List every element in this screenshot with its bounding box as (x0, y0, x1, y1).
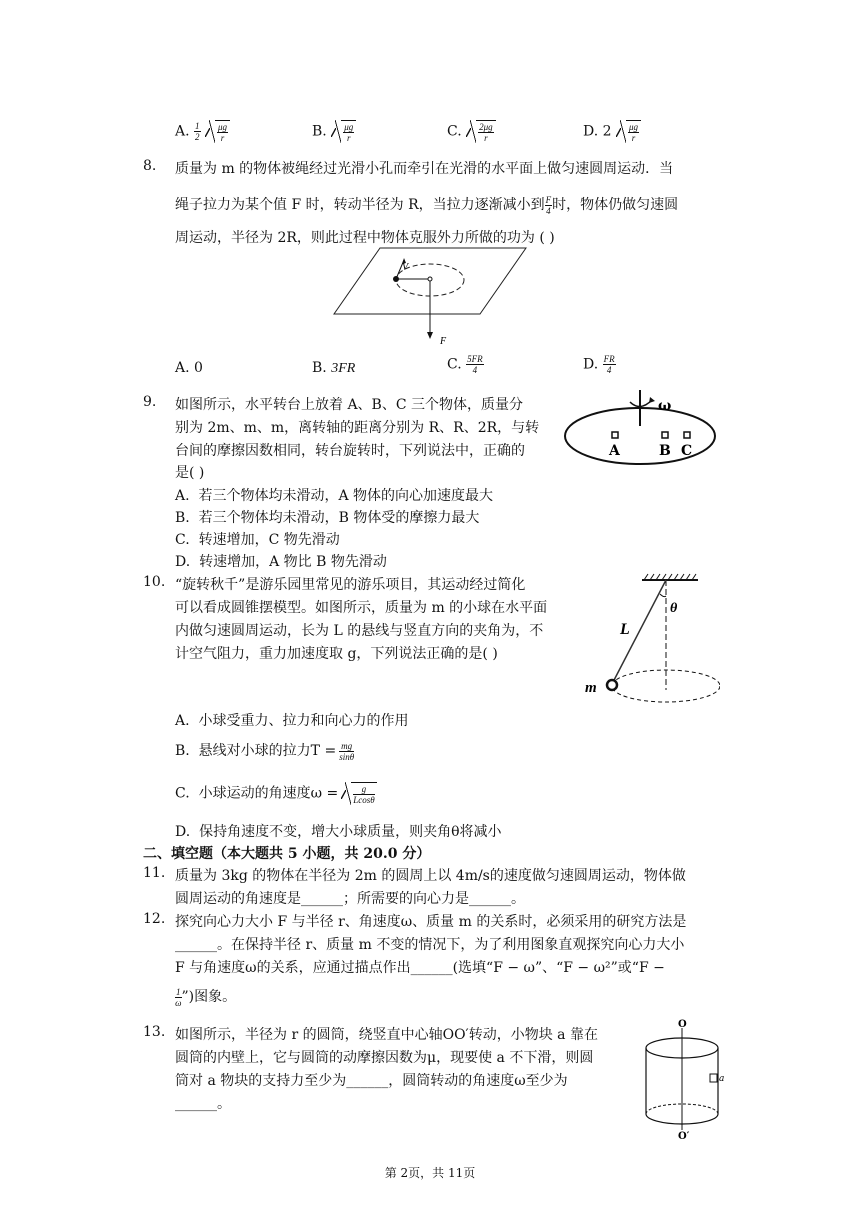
q13-o-label: O (678, 1019, 687, 1030)
q10-l-label: L (620, 621, 630, 638)
q13-a-label: a (719, 1074, 725, 1084)
q7-option-c: C. $\frac{2\mu g}{r}$ (447, 120, 496, 143)
q13-number: 13. (143, 1024, 166, 1040)
q9-option-c: C. 转速增加，C 物先滑动 (175, 532, 340, 548)
q10-option-c: C. 小球运动的角速度ω = $\frac{g}{Lcos\theta}$ (175, 784, 375, 805)
q9-option-a: A. 若三个物体均未滑动，A 物体的向心加速度最大 (175, 488, 494, 504)
q11-line1: 质量为 3kg 的物体在半径为 2m 的圆周上以 4m/s的速度做匀速圆周运动，物体做 (175, 868, 686, 884)
q8-line1: 质量为 m 的物体被绳经过光滑小孔而牵引在光滑的水平面上做匀速圆周运动．当 (175, 161, 674, 177)
q8-option-c: C. $\frac{5FR}{4}$ (447, 354, 483, 375)
q12-line2: ______。在保持半径 r、质量 m 不变的情况下，为了利用图象直观探究向心力大小 (175, 937, 685, 953)
q8-number: 8. (143, 158, 157, 174)
q9-line1: 如图所示，水平转台上放着 A、B、C 三个物体，质量分 (175, 397, 524, 413)
q9-turntable-figure (560, 388, 720, 470)
q10-m-label: m (585, 680, 597, 696)
q10-line2: 可以看成圆锥摆模型。如图所示，质量为 m 的小球在水平面 (175, 600, 548, 616)
q9-omega-label: ω (658, 398, 672, 414)
q13-line1: 如图所示，半径为 r 的圆筒，绕竖直中心轴OO′转动，小物块 a 靠在 (175, 1027, 598, 1043)
q13-line4: ______。 (175, 1096, 231, 1112)
q9-option-d: D. 转速增加，A 物比 B 物先滑动 (175, 554, 387, 570)
q9-line3: 台间的摩擦因数相同，转台旋转时，下列说法中，正确的 (175, 443, 525, 459)
q8-option-b: B. 3FR (312, 360, 356, 376)
q10-theta-label: θ (670, 601, 678, 616)
q9-label-a: A (609, 443, 620, 459)
q10-option-b: B. 悬线对小球的拉力T = $\frac{mg}{\sin\theta}$ (175, 740, 355, 762)
q12-line4: $\frac{1}{\omega}$ ”)图象。 (175, 986, 237, 1008)
q8-line2: 绳子拉力为某个值 F 时，转动半径为 R，当拉力逐渐减小到 $\frac{F}{4}$ 时，物体仍做匀速圆 (175, 194, 679, 216)
q8-figure (330, 244, 530, 352)
q8-f-label: F (440, 336, 447, 347)
q8-line3: 周运动，半径为 2R，则此过程中物体克服外力所做的功为 ( ) (175, 230, 555, 246)
q10-pendulum-figure (580, 572, 720, 712)
q8-option-d: D. $\frac{FR}{4}$ (583, 354, 615, 375)
q9-label-c: C (681, 443, 693, 459)
q8-option-a: A. 0 (175, 360, 203, 376)
q10-line4: 计空气阻力，重力加速度取 g，下列说法正确的是( ) (175, 646, 498, 662)
q10-line3: 内做匀速圆周运动，长为 L 的悬线与竖直方向的夹角为，不 (175, 623, 544, 639)
q9-line2: 别为 2m、m、m，离转轴的距离分别为 R、R、2R，与转 (175, 420, 540, 436)
q13-cylinder-figure (630, 1018, 730, 1142)
q7-option-d: D. 2 $\frac{\mu g}{r}$ (583, 120, 641, 143)
q9-number: 9. (143, 394, 157, 410)
q9-option-b: B. 若三个物体均未滑动，B 物体受的摩擦力最大 (175, 510, 480, 526)
section-heading-fill-in: 二、填空题（本大题共 5 小题，共 20.0 分） (143, 846, 431, 862)
q10-option-d: D. 保持角速度不变，增大小球质量，则夹角θ将减小 (175, 824, 502, 840)
q7-option-a: A. $\frac{1}{2}$ $\frac{\mu g}{r}$ (175, 120, 230, 143)
q12-line3: F 与角速度ω的关系，应通过描点作出______(选填“F − ω”、“F − ω²”或“F − (175, 960, 665, 976)
q11-number: 11. (143, 865, 166, 881)
q12-line1: 探究向心力大小 F 与半径 r、角速度ω、质量 m 的关系时，必须采用的研究方法是 (175, 914, 687, 930)
q7-option-b: B. $\frac{\mu g}{r}$ (312, 120, 356, 143)
page-footer: 第 2页，共 11页 (384, 1166, 476, 1180)
q13-o-prime-label: O′ (678, 1131, 690, 1142)
q9-line4: 是( ) (175, 465, 205, 481)
q13-line3: 筒对 a 物块的支持力至少为______，圆筒转动的角速度ω至少为 (175, 1073, 568, 1089)
q10-number: 10. (143, 574, 166, 590)
q11-line2: 圆周运动的角速度是______；所需要的向心力是______。 (175, 891, 525, 907)
q12-number: 12. (143, 911, 166, 927)
q9-label-b: B (659, 443, 671, 459)
q13-line2: 圆筒的内壁上，它与圆筒的动摩擦因数为μ，现要使 a 不下滑，则圆 (175, 1050, 594, 1066)
q10-option-a: A. 小球受重力、拉力和向心力的作用 (175, 713, 409, 729)
q8-v-label: V (402, 262, 409, 273)
q10-line1: “旋转秋千”是游乐园里常见的游乐项目，其运动经过简化 (175, 577, 526, 593)
